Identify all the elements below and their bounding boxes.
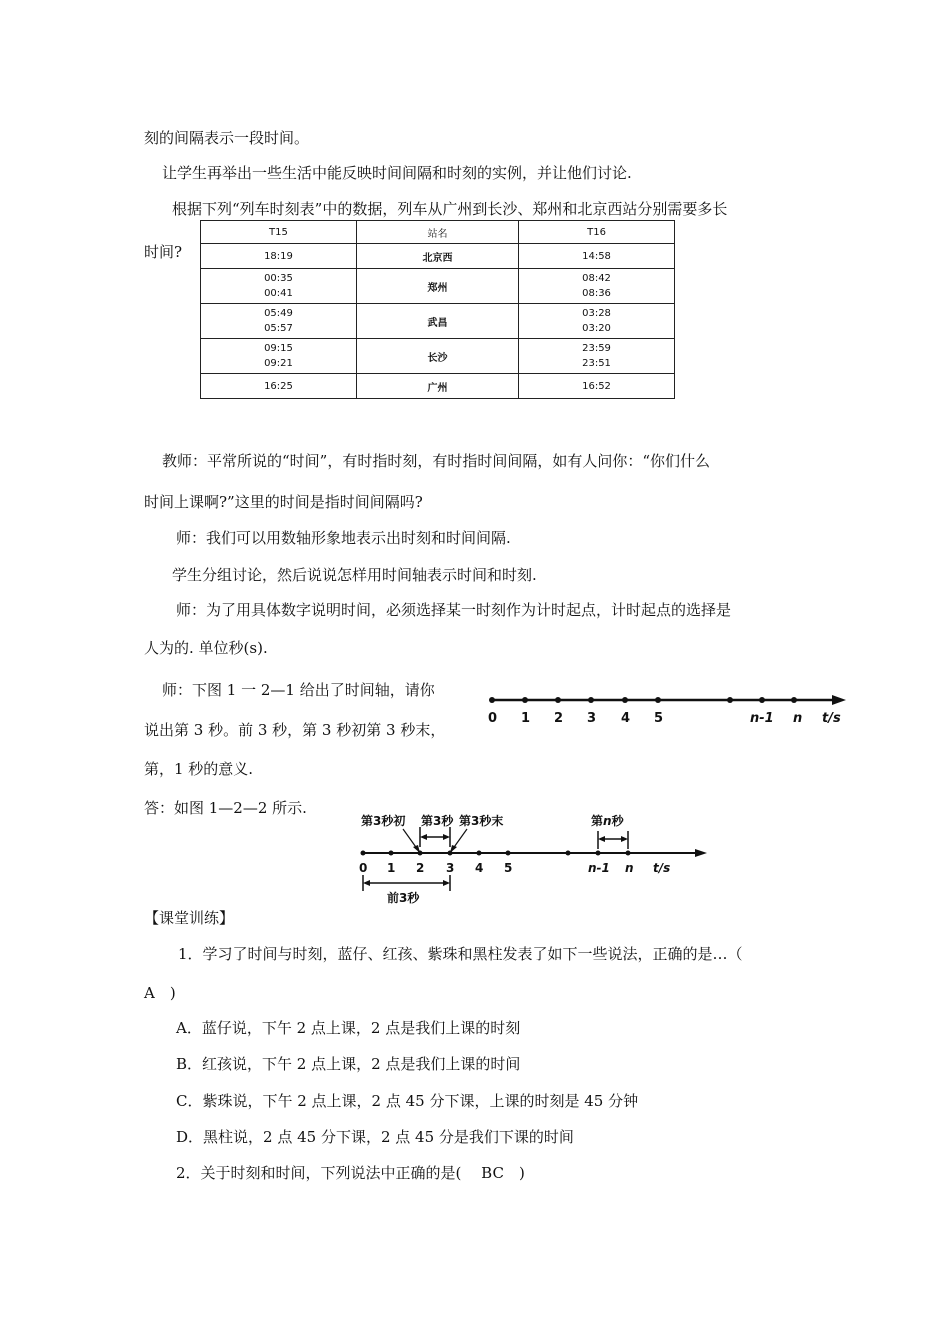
section-heading-exercise: 【课堂训练】 [144,909,235,927]
option-c: C．紫珠说，下午 2 点上课，2 点 45 分下课，上课的时刻是 45 分钟 [176,1092,639,1110]
tick-label: 0 [359,861,368,875]
question-2: 2．关于时刻和时间，下列说法中正确的是( BC ) [176,1164,525,1182]
header-t16: T16 [519,221,675,244]
svg-text:第n秒 [591,813,625,828]
table-row: 00:35 00:41 郑州 08:42 08:36 [201,269,675,304]
arrow-head-icon [695,849,707,857]
question-1: 1．学习了时间与时刻，蓝仔、红孩、紫珠和黑柱发表了如下一些说法，正确的是…（ [178,945,743,963]
tick-dot [489,697,495,703]
label-nth-var: n [603,814,612,828]
paragraph-timetable-question: 根据下列“列车时刻表”中的数据，列车从广州到长沙、郑州和北京西站分别需要多长 [172,200,728,218]
tick-label-n-minus-1: n-1 [588,861,610,875]
tick-label: 4 [475,861,484,875]
tick-dot [361,851,366,856]
paragraph-axis-question-cont: 说出第 3 秒。前 3 秒，第 3 秒初第 3 秒末， [144,721,446,739]
paragraph-origin: 师：为了用具体数字说明时间，必须选择某一时刻作为计时起点，计时起点的选择是 [176,601,732,619]
paragraph-origin-cont: 人为的. 单位秒(s). [144,639,268,657]
tick-dot [555,697,561,703]
paragraph-teacher-question-cont: 时间上课啊?”这里的时间是指时间间隔吗? [144,493,423,511]
time-axis-figure-2 [355,805,715,910]
time-axis-figure-1 [480,690,860,730]
tick-label: 3 [587,711,597,726]
paragraph-teacher-question: 教师：平常所说的“时间”，有时指时刻，有时指时间间隔，如有人问你：“你们什么 [162,452,711,470]
tick-label: 3 [446,861,455,875]
tick-label-n: n [793,711,803,726]
label-start-of-3rd: 第3秒初 [361,814,406,828]
tick-dot [506,851,511,856]
paragraph-examples: 让学生再举出一些生活中能反映时间间隔和时刻的实例，并让他们讨论. [162,164,632,182]
tick-dot [522,697,528,703]
tick-label: 0 [488,711,498,726]
axis-unit-label: t/s [822,711,841,726]
tick-dot [596,851,601,856]
label-first-3-seconds: 前3秒 [387,891,420,905]
label-nth-prefix: 第 [591,814,604,828]
tick-dot [418,851,423,856]
tick-dot [566,851,571,856]
header-t15: T15 [201,221,357,244]
train-timetable [200,220,675,399]
option-a: A．蓝仔说，下午 2 点上课，2 点是我们上课的时刻 [176,1019,521,1037]
paragraph-axis-question: 师：下图 1 一 2—1 给出了时间轴，请你 [162,681,435,699]
tick-dot [626,851,631,856]
paragraph-axis-question-end: 第，1 秒的意义. [144,760,254,778]
tick-label: 1 [387,861,396,875]
paragraph-interval: 刻的间隔表示一段时间。 [144,129,310,147]
axis-unit-label: t/s [653,861,671,875]
paragraph-group-discussion: 学生分组讨论，然后说说怎样用时间轴表示时间和时刻. [172,566,537,584]
tick-label: 1 [521,711,531,726]
tick-label: 2 [554,711,564,726]
tick-dot [791,697,797,703]
tick-dot [448,851,453,856]
tick-dot [389,851,394,856]
table-row: 05:49 05:57 武昌 03:28 03:20 [201,304,675,339]
tick-label: 2 [416,861,425,875]
header-station: 站名 [356,221,518,244]
question-1-answer: A ) [144,984,176,1002]
arrow-head-icon [832,695,846,705]
label-third-second: 第3秒 [421,814,454,828]
table-row: 09:15 09:21 长沙 23:59 23:51 [201,339,675,374]
tick-dot [655,697,661,703]
tick-dot [588,697,594,703]
tick-label: 5 [504,861,513,875]
paragraph-number-axis: 师：我们可以用数轴形象地表示出时刻和时间间隔. [176,529,511,547]
table-row: 18:19 北京西 14:58 [201,244,675,269]
tick-dot [759,697,765,703]
tick-label-n-minus-1: n-1 [750,711,774,726]
tick-dot [622,697,628,703]
table-row: 16:25 广州 16:52 [201,374,675,399]
option-d: D．黑柱说，2 点 45 分下课，2 点 45 分是我们下课的时间 [176,1128,574,1146]
tick-dot [477,851,482,856]
tick-dot [727,697,733,703]
label-end-of-3rd: 第3秒末 [459,814,504,828]
paragraph-answer: 答：如图 1—2—2 所示. [144,799,307,817]
tick-label-n: n [625,861,634,875]
label-nth-suffix: 秒 [611,814,624,828]
paragraph-timetable-question-cont: 时间? [144,243,183,261]
tick-label: 4 [621,711,631,726]
option-b: B．红孩说，下午 2 点上课，2 点是我们上课的时间 [176,1055,521,1073]
tick-label: 5 [654,711,664,726]
